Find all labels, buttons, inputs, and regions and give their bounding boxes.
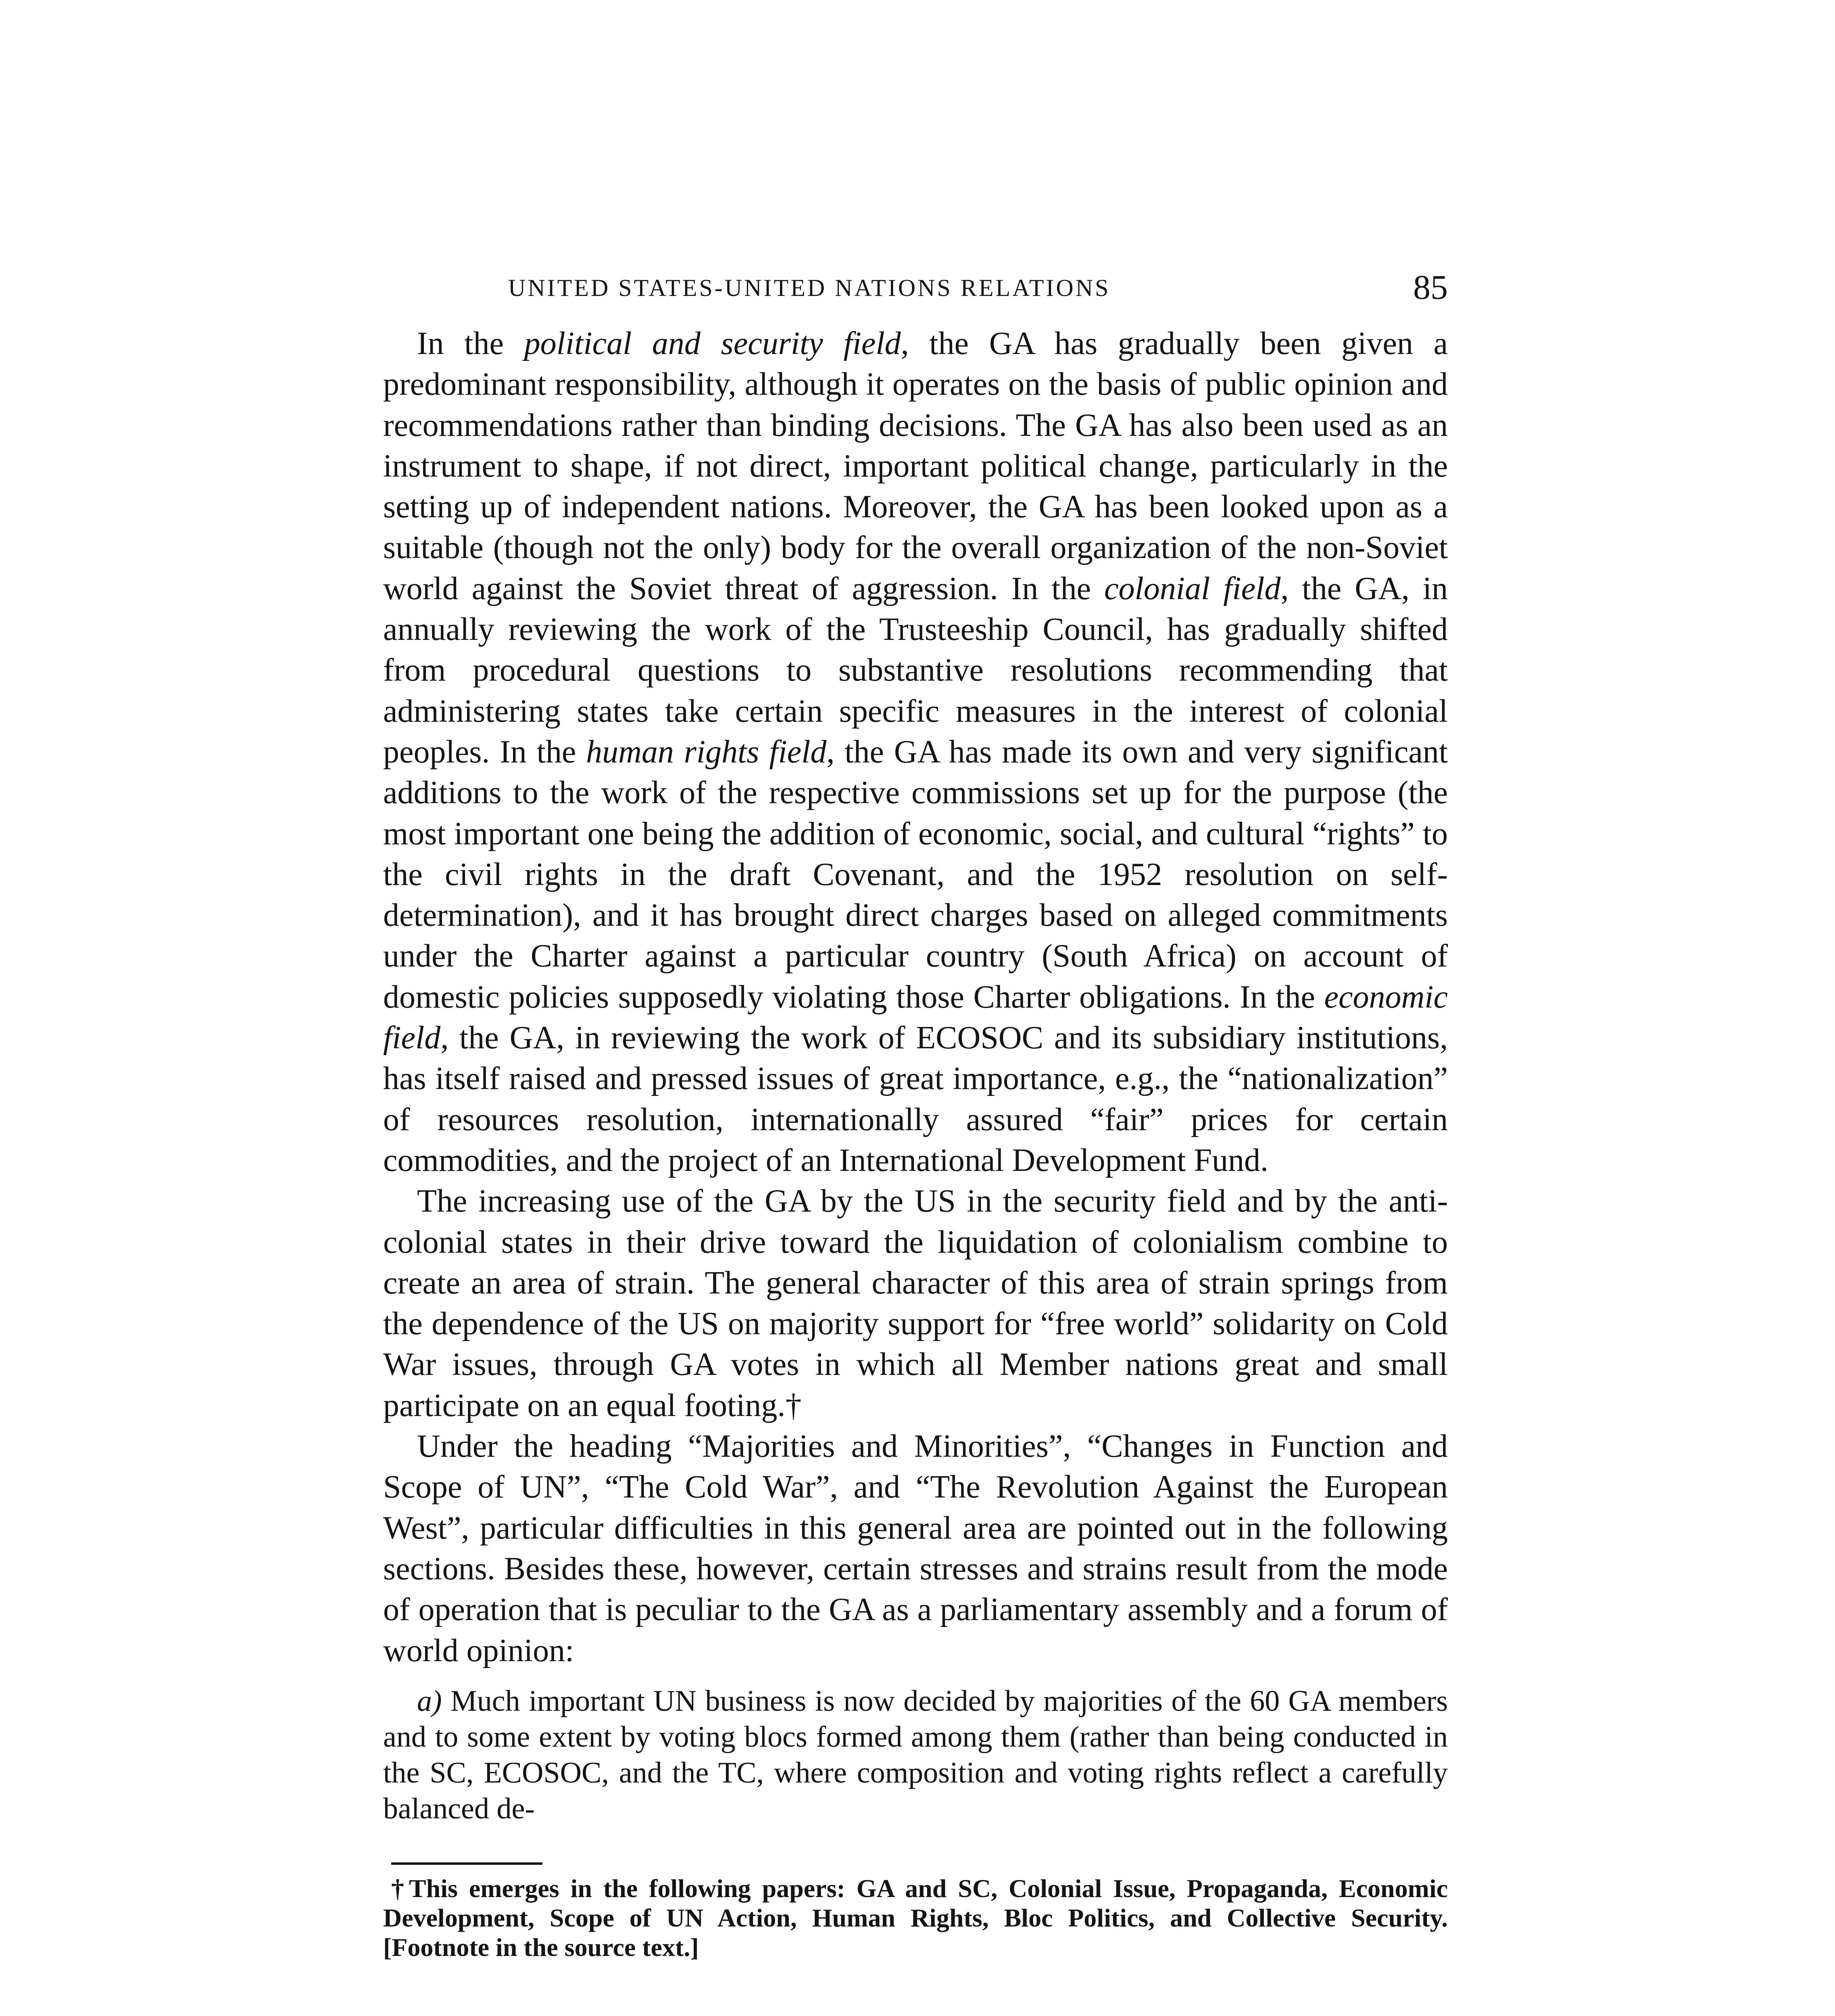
paragraph-fields [383, 323, 1448, 1181]
italic-term-economic: economic field [383, 979, 1448, 1056]
text-run: , the GA has made its own and very significant additions to the work of the respective commissions set up for the purpose (the most important one being the addition of economic, social, and cultural “rights” to the civil rights in the draft Covenant, and the 1952 resolution on self-determination), and it has brought direct charges based on alleged commitments under the Charter against a particular country (South Africa) on account of domestic policies supposedly violating those Charter obligations. In the [383, 734, 1448, 1015]
paragraph-headings: Under the heading “Majorities and Minorities”, “Changes in Function and Scope of UN”, “The Cold War”, and “The Revolution Against the European West”, particular difficulties in this general area are pointed out in the following sections. Besides these, however, certain stresses and strains result from the mode of operation that is peculiar to the GA as a parliamentary assembly and a forum of world opinion: [383, 1429, 1448, 1668]
text-run: In the [417, 326, 524, 361]
document-page [383, 262, 1448, 1962]
footnote-divider [391, 1862, 542, 1865]
italic-term-human-rights: human rights field [586, 734, 827, 770]
list-section [383, 1683, 1448, 1827]
list-item-a [383, 1683, 1448, 1827]
page-number: 85 [1413, 268, 1448, 306]
italic-term-colonial: colonial field [1104, 571, 1281, 606]
body-text [383, 323, 1448, 1671]
list-item-text: Much important UN business is now decided by majorities of the 60 GA members and to some extent by voting blocs formed among them (rather than being conducted in the SC, ECOSOC, and the TC, where composition and voting rights reflect a carefully balanced de- [383, 1684, 1448, 1825]
text-run: , the GA, in reviewing the work of ECOSOC and its subsidiary institutions, has itself raised and pressed issues of great importance, e.g., the “nationalization” of resources resolution, internationally assured “fair” prices for certain commodities, and the project of an International Development Fund. [383, 1020, 1448, 1178]
footnote-text: †This emerges in the following papers: GA and SC, Colonial Issue, Propaganda, Economic Development, Scope of UN Action, Human Rights, Bloc Politics, and Collective Security. [Footnote in the source text.] [383, 1874, 1448, 1962]
text-run: , the GA, in annually reviewing the work of the Trusteeship Council, has gradually shifted from procedural questions to substantive resolutions recommending that administering states take certain specific measures in the interest of colonial peoples. In the [383, 571, 1448, 770]
running-header [383, 262, 1448, 319]
running-title: UNITED STATES-UNITED NATIONS RELATIONS [508, 275, 1111, 301]
footnote [383, 1874, 1448, 1962]
text-run: , the GA has gradually been given a predominant responsibility, although it operates on the basis of public opinion and recommendations rather than binding decisions. The GA has also been used as an instrument to shape, if not direct, important political change, particularly in the setting up of independent nations. Moreover, the GA has been looked upon as a suitable (though not the only) body for the overall organization of the non-Soviet world against the Soviet threat of aggression. In the [383, 326, 1448, 606]
italic-term-political-security: political and security field [524, 326, 901, 361]
paragraph-area-of-strain: The increasing use of the GA by the US in the security field and by the anti-colonial states in their drive toward the liquidation of colonialism combine to create an area of strain. The general character of this area of strain springs from the dependence of the US on majority support for “free world” solidarity on Cold War issues, through GA votes in which all Member nations great and small participate on an equal footing.† [383, 1183, 1448, 1423]
list-item-label: a) [417, 1684, 442, 1718]
